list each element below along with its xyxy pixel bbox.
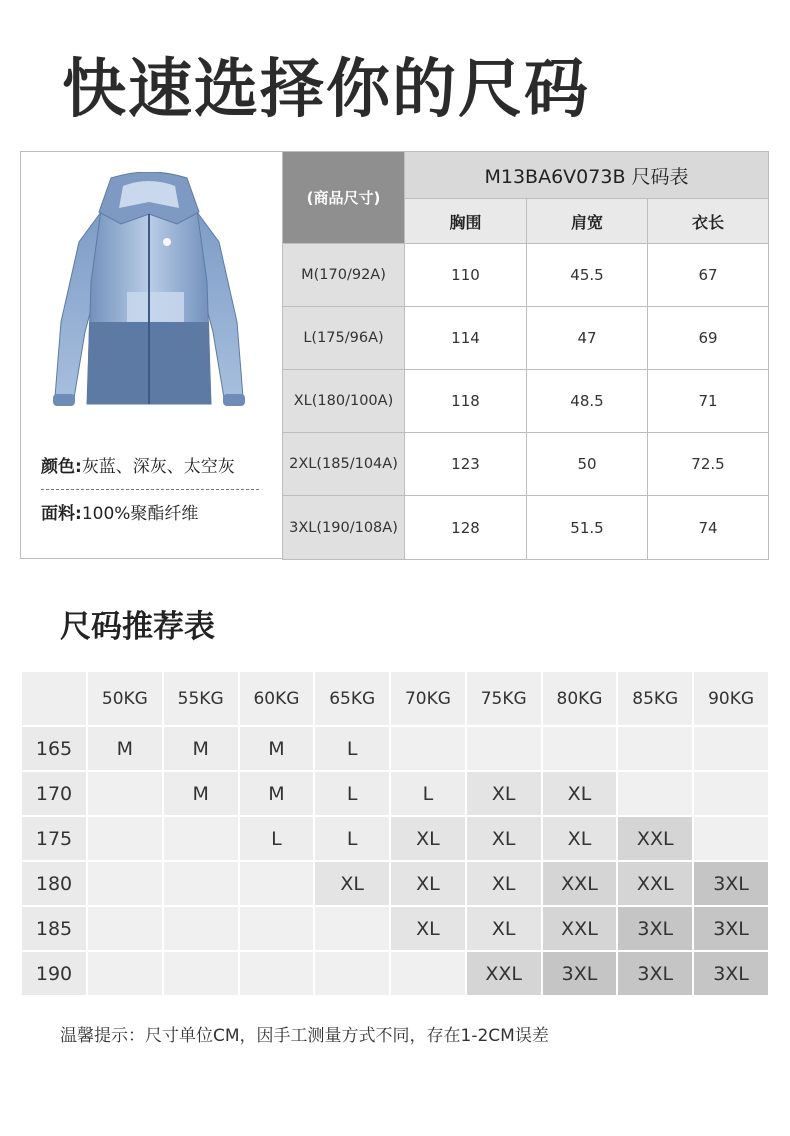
height-label: 165: [22, 727, 86, 770]
column-header-length: 衣长: [648, 199, 769, 244]
corner-cell: [22, 672, 86, 725]
recommended-size-cell: XXL: [543, 862, 617, 905]
size-label: L(175/96A): [283, 307, 405, 370]
fabric-label: 面料:: [41, 504, 82, 524]
chest-value: 123: [405, 433, 527, 496]
recommended-size-cell: [391, 952, 465, 995]
color-spec: [41, 452, 235, 477]
chest-value: 128: [405, 496, 527, 560]
recommended-size-cell: [88, 907, 162, 950]
recommended-size-cell: 3XL: [618, 952, 692, 995]
column-header-chest: 胸围: [405, 199, 527, 244]
chest-value: 118: [405, 370, 527, 433]
recommended-size-cell: [694, 817, 768, 860]
recommended-size-cell: 3XL: [618, 907, 692, 950]
weight-header: 80KG: [543, 672, 617, 725]
weight-header: 85KG: [618, 672, 692, 725]
recommended-size-cell: M: [164, 727, 238, 770]
table-row: [22, 952, 768, 995]
color-value: 灰蓝、深灰、太空灰: [81, 457, 235, 477]
recommended-size-cell: M: [88, 727, 162, 770]
table-row: [22, 727, 768, 770]
recommended-size-cell: L: [315, 772, 389, 815]
recommended-size-cell: [164, 862, 238, 905]
recommended-size-cell: L: [240, 817, 314, 860]
table-row: [283, 433, 769, 496]
recommended-size-cell: 3XL: [694, 952, 768, 995]
recommended-size-cell: 3XL: [694, 907, 768, 950]
length-value: 74: [648, 496, 769, 560]
recommended-size-cell: XL: [543, 817, 617, 860]
color-label: 颜色:: [41, 457, 82, 477]
table-row: [22, 817, 768, 860]
table-row: [283, 244, 769, 307]
recommended-size-cell: 3XL: [543, 952, 617, 995]
table-row: [22, 862, 768, 905]
weight-header: 65KG: [315, 672, 389, 725]
recommended-size-cell: [694, 772, 768, 815]
recommended-size-cell: XXL: [618, 862, 692, 905]
recommended-size-cell: [240, 952, 314, 995]
column-header-shoulder: 肩宽: [527, 199, 648, 244]
shoulder-value: 50: [527, 433, 648, 496]
length-value: 72.5: [648, 433, 769, 496]
recommended-size-cell: XL: [467, 817, 541, 860]
recommended-size-cell: XL: [391, 862, 465, 905]
recommended-size-cell: XL: [391, 817, 465, 860]
weight-header: 50KG: [88, 672, 162, 725]
recommended-size-cell: [694, 727, 768, 770]
recommended-size-cell: XL: [467, 907, 541, 950]
recommended-size-cell: XL: [543, 772, 617, 815]
length-value: 71: [648, 370, 769, 433]
shoulder-value: 45.5: [527, 244, 648, 307]
recommended-size-cell: L: [315, 727, 389, 770]
table-row: [22, 907, 768, 950]
size-chart-table: [282, 151, 769, 560]
recommended-size-cell: [164, 907, 238, 950]
recommended-size-cell: [240, 907, 314, 950]
shoulder-value: 47: [527, 307, 648, 370]
size-column-header: (商品尺寸): [283, 152, 405, 244]
recommended-size-cell: XL: [467, 772, 541, 815]
recommended-size-cell: XXL: [618, 817, 692, 860]
shoulder-value: 51.5: [527, 496, 648, 560]
recommended-size-cell: [88, 862, 162, 905]
weight-header: 55KG: [164, 672, 238, 725]
weight-header-row: [22, 672, 768, 725]
recommended-size-cell: 3XL: [694, 862, 768, 905]
weight-header: 70KG: [391, 672, 465, 725]
length-value: 67: [648, 244, 769, 307]
length-value: 69: [648, 307, 769, 370]
recommended-size-cell: [543, 727, 617, 770]
table-row: [283, 370, 769, 433]
weight-header: 60KG: [240, 672, 314, 725]
size-label: M(170/92A): [283, 244, 405, 307]
footnote: 温馨提示：尺寸单位CM，因手工测量方式不同，存在1-2CM误差: [60, 1026, 549, 1046]
size-label: 2XL(185/104A): [283, 433, 405, 496]
recommended-size-cell: [315, 952, 389, 995]
shoulder-value: 48.5: [527, 370, 648, 433]
table-row: [283, 496, 769, 560]
table-row: [22, 772, 768, 815]
recommended-size-cell: M: [164, 772, 238, 815]
recommended-size-cell: [467, 727, 541, 770]
height-label: 170: [22, 772, 86, 815]
recommended-size-cell: [618, 772, 692, 815]
recommended-size-cell: [164, 952, 238, 995]
fabric-value: 100%聚酯纤维: [81, 504, 199, 524]
recommendation-title: 尺码推荐表: [60, 609, 215, 645]
recommended-size-cell: M: [240, 772, 314, 815]
height-label: 185: [22, 907, 86, 950]
recommended-size-cell: XXL: [543, 907, 617, 950]
height-label: 190: [22, 952, 86, 995]
height-label: 180: [22, 862, 86, 905]
recommended-size-cell: L: [391, 772, 465, 815]
weight-header: 75KG: [467, 672, 541, 725]
size-label: 3XL(190/108A): [283, 496, 405, 560]
divider: [41, 489, 259, 490]
recommendation-table: [20, 670, 770, 997]
chest-value: 114: [405, 307, 527, 370]
recommended-size-cell: [240, 862, 314, 905]
recommended-size-cell: L: [315, 817, 389, 860]
product-panel: [20, 151, 282, 559]
recommended-size-cell: [88, 952, 162, 995]
recommended-size-cell: XL: [391, 907, 465, 950]
recommended-size-cell: [391, 727, 465, 770]
fabric-spec: [41, 499, 198, 524]
recommended-size-cell: [618, 727, 692, 770]
height-label: 175: [22, 817, 86, 860]
size-table-title: M13BA6V073B 尺码表: [405, 152, 769, 199]
recommended-size-cell: [88, 772, 162, 815]
chest-value: 110: [405, 244, 527, 307]
recommended-size-cell: M: [240, 727, 314, 770]
table-row: [283, 307, 769, 370]
recommended-size-cell: [88, 817, 162, 860]
weight-header: 90KG: [694, 672, 768, 725]
recommended-size-cell: [315, 907, 389, 950]
size-label: XL(180/100A): [283, 370, 405, 433]
page-title: 快速选择你的尺码: [62, 53, 590, 127]
recommended-size-cell: XXL: [467, 952, 541, 995]
recommended-size-cell: [164, 817, 238, 860]
recommended-size-cell: XL: [467, 862, 541, 905]
jacket-image: [39, 172, 259, 417]
recommended-size-cell: XL: [315, 862, 389, 905]
